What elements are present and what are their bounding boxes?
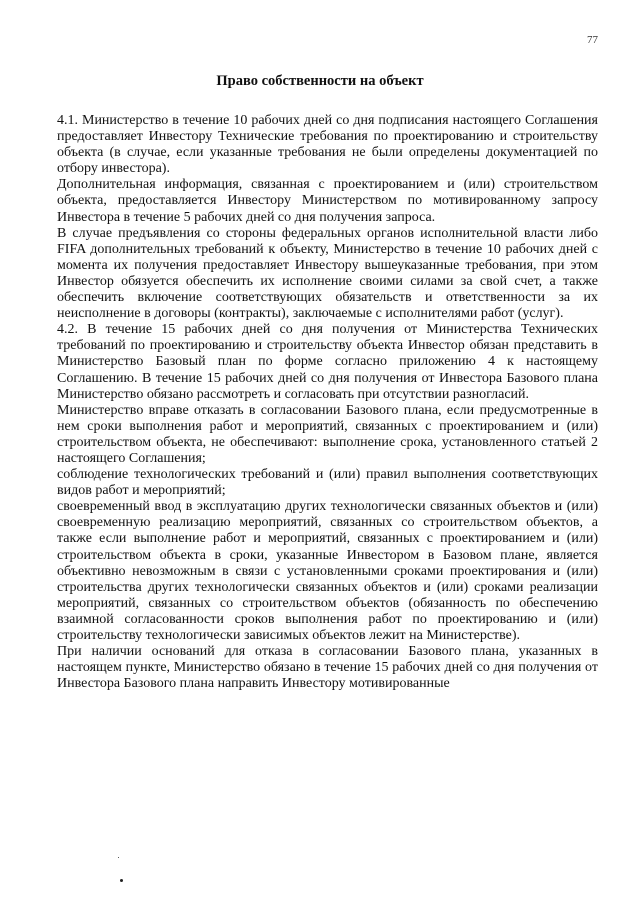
paragraph: своевременный ввод в эксплуатацию других технологически связанных объектов и (или) своевременную реализацию мероприятий, связанных со строительством объектов, а также если выполнение работ и мероприятий, связанных с проектированием и (или) строительством объекта в сроки, указанные Инвестором в Базовом плане, является объективно невозможным в связи с установленными сроками проектирования и (или) строительства других технологически связанных объектов и (или) сроками реализации мероприятий, связанных со строительством объектов (обязанность по обеспечению взаимной согласованности сроков выполнения работ по проектированию и (или) строительству технологически зависимых объектов лежит на Министерстве). [57,499,598,643]
paragraph: При наличии оснований для отказа в согласовании Базового плана, указанных в настоящем пункте, Министерство обязано в течение 15 рабочих дней со дня получения от Инвестора Базового плана направить Инвестору мотивированные [57,644,598,692]
paragraph: 4.1. Министерство в течение 10 рабочих дней со дня подписания настоящего Соглашения предоставляет Инвестору Технические требования по проектированию и строительству объекта (в случае, если указанные требования не были определены документацией по отбору инвестора). [57,113,598,177]
paragraph: Министерство вправе отказать в согласовании Базового плана, если предусмотренные в нем сроки выполнения работ и мероприятий, связанных с проектированием и (или) строительством объекта, не обеспечивают: выполнение срока, установленного статьей 2 настоящего Соглашения; [57,402,598,466]
body-text [57,113,598,692]
paragraph: соблюдение технологических требований и (или) правил выполнения соответствующих видов работ и мероприятий; [57,467,598,499]
scan-speck [118,857,119,858]
scan-speck [120,879,123,882]
paragraph: 4.2. В течение 15 рабочих дней со дня получения от Министерства Технических требований по проектированию и строительству объекта Инвестор обязан представить в Министерство Базовый план по форме согласно приложению 4 к настоящему Соглашению. В течение 15 рабочих дней со дня получения от Инвестора Базового плана Министерство обязано рассмотреть и согласовать при отсутствии разногласий. [57,322,598,402]
section-heading: Право собственности на объект [216,73,424,89]
paragraph: В случае предъявления со стороны федеральных органов исполнительной власти либо FIFA дополнительных требований к объекту, Министерство в течение 10 рабочих дней с момента их получения предоставляет Инвестору вышеуказанные требования, при этом Инвестор обязуется обеспечить их исполнение своими силами за свой счет, а также обеспечить включение соответствующих обязательств и ответственности за их неисполнение в договоры (контракты), заключаемые с исполнителями работ (услуг). [57,225,598,322]
paragraph: Дополнительная информация, связанная с проектированием и (или) строительством объекта, предоставляется Инвестору Министерством по мотивированному запросу Инвестора в течение 5 рабочих дней со дня получения запроса. [57,177,598,225]
page-number: 77 [587,34,598,46]
